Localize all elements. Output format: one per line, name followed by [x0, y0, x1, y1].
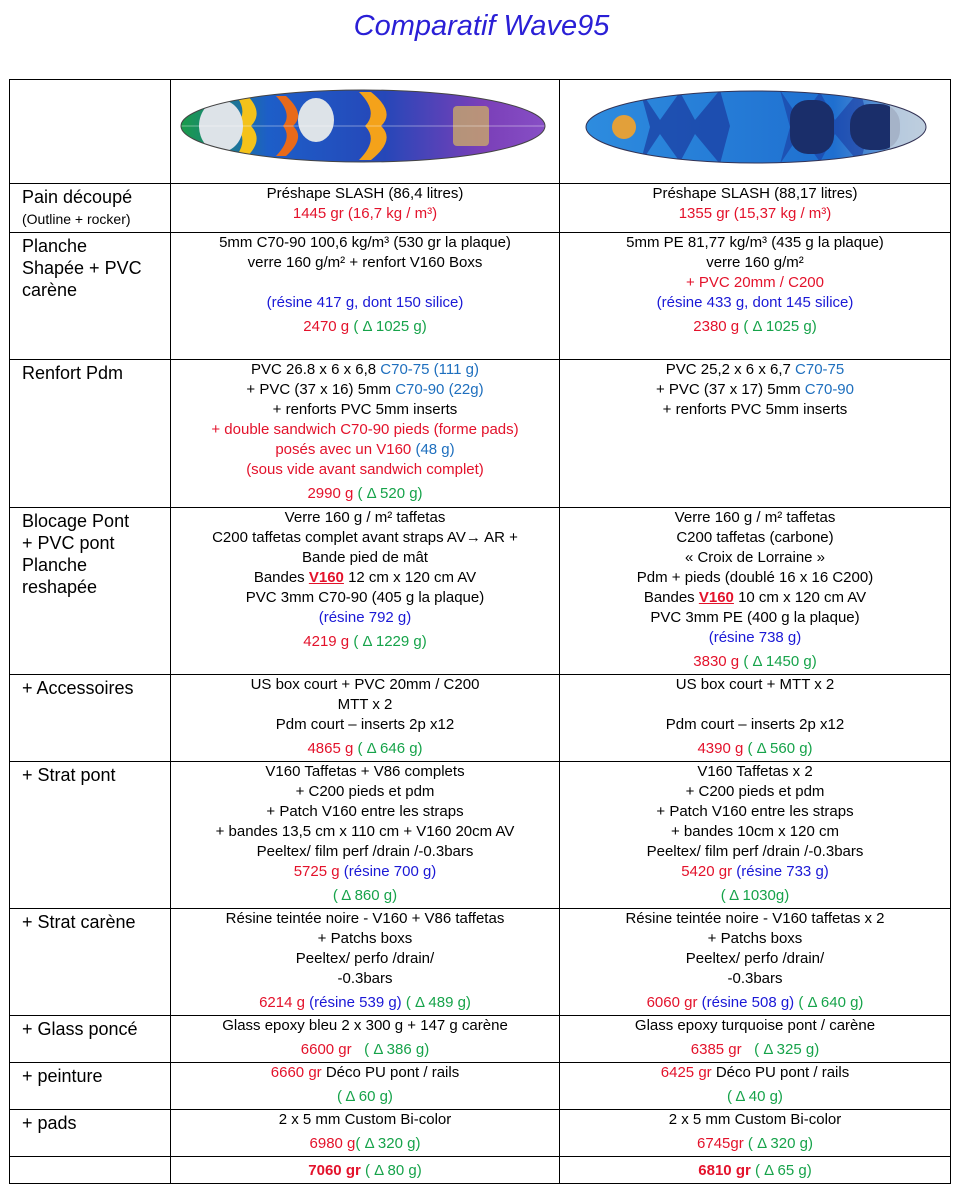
- delta-value: ( Δ 80 g): [360, 1162, 422, 1179]
- table-row-strat-carene: [10, 909, 951, 1016]
- delta-value: ( Δ 1025 g): [743, 318, 817, 335]
- board-image-a: [171, 80, 560, 178]
- row-label-text: Planche: [22, 555, 88, 575]
- row-label-text: carène: [22, 280, 78, 300]
- table-row-total: [10, 1157, 951, 1184]
- resin-text: (résine 792 g): [318, 609, 412, 626]
- cell-text: Résine teintée noire - V160 + V86 taffetas: [225, 910, 505, 927]
- cell-a-glass: [171, 1016, 560, 1063]
- row-label-text: + peinture: [22, 1066, 103, 1086]
- cell-text: V160: [308, 569, 344, 586]
- cell-text: Glass epoxy bleu 2 x 300 g + 147 g carène: [222, 1017, 508, 1034]
- row-label-total: [10, 1157, 171, 1184]
- table-row-glass: [10, 1016, 951, 1063]
- cell-text: Peeltex/ film perf /drain /-0.3bars: [256, 843, 474, 860]
- row-label-decoupe: [10, 184, 171, 233]
- cell-b-pads: [560, 1110, 951, 1157]
- delta-value: ( Δ 320 g): [355, 1135, 421, 1152]
- weight-value: 6425 gr: [660, 1064, 712, 1081]
- cell-a-shape: [171, 233, 560, 360]
- weight-value: 4390 g: [697, 740, 744, 757]
- resin-text: (résine 733 g): [736, 863, 829, 880]
- cell-text: V160 Taffetas + V86 complets: [265, 763, 465, 780]
- row-label-text: Renfort Pdm: [22, 363, 124, 383]
- delta-value: ( Δ 320 g): [747, 1135, 813, 1152]
- cell-text: + bandes 13,5 cm x 110 cm + V160 20cm AV: [215, 823, 515, 840]
- cell-text: Pdm court – inserts 2p x12: [275, 716, 455, 733]
- cell-text: PVC 25,2 x 6 x 6,7: [665, 361, 796, 378]
- cell-text: Bandes: [253, 569, 309, 586]
- weight-value: 5725 g: [293, 863, 340, 880]
- cell-text: Résine teintée noire - V160 taffetas x 2: [625, 910, 885, 927]
- table-row-shape: [10, 233, 951, 360]
- row-label-text: + Strat carène: [22, 912, 136, 932]
- cell-a-accessoires: [171, 675, 560, 762]
- cell-b-pdm: [560, 360, 951, 508]
- cell-text: PVC 26.8 x 6 x 6,8: [251, 361, 381, 378]
- board-image-a-cell: [171, 80, 560, 184]
- table-row-decoupe: [10, 184, 951, 233]
- cell-text: Peeltex/ perfo /drain/: [295, 950, 435, 967]
- cell-a-pdm: [171, 360, 560, 508]
- cell-text: US box court + MTT x 2: [675, 676, 835, 693]
- resin-text: (résine 508 g): [701, 994, 795, 1011]
- cell-text: C70-75 (111 g): [380, 361, 479, 378]
- row-label-text: reshapée: [22, 577, 98, 597]
- cell-text: + Patchs boxs: [317, 930, 413, 947]
- cell-text: V160 Taffetas x 2: [697, 763, 813, 780]
- resin-text: (résine 417 g, dont 150 silice): [266, 294, 464, 311]
- cell-text: (sous vide avant sandwich complet): [246, 461, 484, 478]
- row-label-text: Planche: [22, 236, 88, 256]
- cell-text: MTT x 2: [337, 696, 393, 713]
- weight-value: 6660 gr: [270, 1064, 322, 1081]
- cell-text: 5mm PE 81,77 kg/m³ (435 g la plaque): [626, 234, 884, 251]
- weight-value: 1355 gr (15,37 kg / m³): [678, 205, 832, 222]
- row-label-shape: [10, 233, 171, 360]
- comparison-table: [9, 79, 951, 1184]
- weight-value: 6980 g: [309, 1135, 356, 1152]
- delta-value: ( Δ 1025 g): [353, 318, 427, 335]
- cell-b-peinture: [560, 1063, 951, 1110]
- delta-value: ( Δ 489 g): [405, 994, 471, 1011]
- cell-a-pont: [171, 508, 560, 675]
- cell-text: Glass epoxy turquoise pont / carène: [634, 1017, 876, 1034]
- cell-text: 2 x 5 mm Custom Bi-color: [278, 1111, 452, 1128]
- weight-value: 6745gr: [697, 1135, 744, 1152]
- table-row-peinture: [10, 1063, 951, 1110]
- weight-value: 3830 g: [693, 653, 740, 670]
- cell-b-decoupe: [560, 184, 951, 233]
- weight-value: 2470 g: [303, 318, 350, 335]
- row-label-text: Blocage Pont: [22, 511, 130, 531]
- cell-text: 5mm C70-90 100,6 kg/m³ (530 gr la plaque): [219, 234, 511, 251]
- table-row-accessoires: [10, 675, 951, 762]
- cell-text: Verre 160 g / m² taffetas: [674, 509, 836, 526]
- weight-value: 4219 g: [303, 633, 350, 650]
- delta-value: ( Δ 520 g): [357, 485, 423, 502]
- cell-text: 12 cm x 120 cm AV: [343, 569, 477, 586]
- table-row-pont: [10, 508, 951, 675]
- cell-text: 10 cm x 120 cm AV: [733, 589, 867, 606]
- cell-text: Bande pied de mât: [302, 549, 428, 566]
- cell-text: PVC 3mm C70-90 (405 g la plaque): [245, 589, 485, 606]
- cell-text: + PVC (37 x 16) 5mm: [246, 381, 396, 398]
- resin-text: (résine 700 g): [343, 863, 437, 880]
- cell-text: Pdm court – inserts 2p x12: [665, 716, 845, 733]
- cell-text: « Croix de Lorraine »: [684, 549, 826, 566]
- delta-value: ( Δ 1229 g): [353, 633, 427, 650]
- cell-text: Verre 160 g / m² taffetas: [284, 509, 446, 526]
- row-label-pads: [10, 1110, 171, 1157]
- cell-text: + renforts PVC 5mm inserts: [272, 401, 458, 418]
- delta-value: ( Δ 65 g): [750, 1162, 812, 1179]
- row-label-text: Shapée + PVC: [22, 258, 142, 278]
- row-label-text: + pads: [22, 1113, 77, 1133]
- row-label-glass: [10, 1016, 171, 1063]
- weight-value: 6060 gr: [646, 994, 698, 1011]
- cell-text: PVC 3mm PE (400 g la plaque): [650, 609, 860, 626]
- cell-text: + renforts PVC 5mm inserts: [662, 401, 848, 418]
- cell-text: + PVC 20mm / C200: [686, 274, 824, 291]
- cell-text: Pdm + pieds (doublé 16 x 16 C200): [636, 569, 874, 586]
- cell-a-strat-pont: [171, 762, 560, 909]
- cell-a-pads: [171, 1110, 560, 1157]
- row-label-text: + PVC pont: [22, 533, 115, 553]
- row-label-pdm: [10, 360, 171, 508]
- cell-text: C70-90 (22g): [395, 381, 484, 398]
- cell-text: Déco PU pont / rails: [711, 1064, 850, 1081]
- cell-text: Préshape SLASH (86,4 litres): [266, 185, 464, 202]
- weight-value: 6600 gr: [300, 1041, 352, 1058]
- cell-text: V160: [698, 589, 734, 606]
- cell-text: (48 g): [415, 441, 455, 458]
- weight-value: 5420 gr: [681, 863, 733, 880]
- cell-text: -0.3bars: [727, 970, 783, 987]
- table-row-strat-pont: [10, 762, 951, 909]
- cell-text: Préshape SLASH (88,17 litres): [652, 185, 858, 202]
- cell-text: -0.3bars: [337, 970, 393, 987]
- weight-value: 2380 g: [693, 318, 740, 335]
- row-label-text: Pain découpé: [22, 187, 133, 207]
- board-image-b: [560, 80, 951, 178]
- total-weight-value: 7060 gr: [308, 1162, 361, 1179]
- row-label-text: + Glass poncé: [22, 1019, 138, 1039]
- row-label-text: + Accessoires: [22, 678, 134, 698]
- resin-text: (résine 738 g): [708, 629, 802, 646]
- cell-text: + Patch V160 entre les straps: [656, 803, 854, 820]
- cell-text: + C200 pieds et pdm: [685, 783, 825, 800]
- row-label-peinture: [10, 1063, 171, 1110]
- cell-text: US box court + PVC 20mm / C200: [250, 676, 480, 693]
- delta-value: ( Δ 646 g): [357, 740, 423, 757]
- cell-text: Peeltex/ film perf /drain /-0.3bars: [646, 843, 864, 860]
- cell-text: verre 160 g/m²: [706, 254, 804, 271]
- cell-b-glass: [560, 1016, 951, 1063]
- weight-value: 4865 g: [307, 740, 354, 757]
- cell-text: 2 x 5 mm Custom Bi-color: [668, 1111, 842, 1128]
- cell-text: posés avec un V160: [275, 441, 416, 458]
- cell-text: + bandes 10cm x 120 cm: [670, 823, 839, 840]
- cell-text: C200 taffetas complet avant straps AV→ AR +: [212, 529, 518, 546]
- cell-b-total: [560, 1157, 951, 1184]
- delta-value: ( Δ 40 g): [727, 1088, 783, 1105]
- delta-value: ( Δ 325 g): [754, 1041, 820, 1058]
- page-title: Comparatif Wave95: [353, 10, 610, 42]
- row-label-strat-pont: [10, 762, 171, 909]
- cell-text: Déco PU pont / rails: [321, 1064, 460, 1081]
- weight-value: 6214 g: [259, 994, 305, 1011]
- cell-text: C200 taffetas (carbone): [676, 529, 834, 546]
- weight-value: 2990 g: [307, 485, 354, 502]
- cell-b-strat-pont: [560, 762, 951, 909]
- cell-text: C70-75: [795, 361, 845, 378]
- delta-value: ( Δ 386 g): [364, 1041, 430, 1058]
- row-label-pont: [10, 508, 171, 675]
- cell-a-peinture: [171, 1063, 560, 1110]
- cell-text: + C200 pieds et pdm: [295, 783, 435, 800]
- row-label-accessoires: [10, 675, 171, 762]
- resin-text: (résine 433 g, dont 145 silice): [656, 294, 854, 311]
- table-row-pads: [10, 1110, 951, 1157]
- total-weight-value: 6810 gr: [698, 1162, 751, 1179]
- empty-label-cell: [10, 80, 171, 184]
- row-label-strat-carene: [10, 909, 171, 1016]
- cell-a-decoupe: [171, 184, 560, 233]
- table-row-images: [10, 80, 951, 184]
- cell-b-pont: [560, 508, 951, 675]
- cell-text: + PVC (37 x 17) 5mm: [655, 381, 805, 398]
- delta-value: ( Δ 560 g): [747, 740, 813, 757]
- weight-value: 1445 gr (16,7 kg / m³): [292, 205, 438, 222]
- row-sublabel-text: (Outline + rocker): [22, 211, 131, 227]
- cell-text: + double sandwich C70-90 pieds (forme pads): [211, 421, 519, 438]
- cell-b-strat-carene: [560, 909, 951, 1016]
- cell-text: verre 160 g/m² + renfort V160 Boxs: [247, 254, 483, 271]
- row-label-text: + Strat pont: [22, 765, 116, 785]
- cell-text: + Patch V160 entre les straps: [266, 803, 464, 820]
- cell-b-shape: [560, 233, 951, 360]
- delta-value: ( Δ 60 g): [337, 1088, 393, 1105]
- cell-text: Peeltex/ perfo /drain/: [685, 950, 825, 967]
- resin-text: (résine 539 g): [309, 994, 402, 1011]
- delta-value: ( Δ 1030g): [720, 887, 790, 904]
- cell-text: + Patchs boxs: [707, 930, 803, 947]
- weight-value: 6385 gr: [690, 1041, 742, 1058]
- cell-a-strat-carene: [171, 909, 560, 1016]
- table-row-pdm: [10, 360, 951, 508]
- delta-value: ( Δ 1450 g): [743, 653, 817, 670]
- cell-text: Bandes: [643, 589, 699, 606]
- delta-value: ( Δ 860 g): [332, 887, 398, 904]
- cell-a-total: [171, 1157, 560, 1184]
- cell-text: C70-90: [804, 381, 854, 398]
- delta-value: ( Δ 640 g): [798, 994, 864, 1011]
- cell-b-accessoires: [560, 675, 951, 762]
- board-image-b-cell: [560, 80, 951, 184]
